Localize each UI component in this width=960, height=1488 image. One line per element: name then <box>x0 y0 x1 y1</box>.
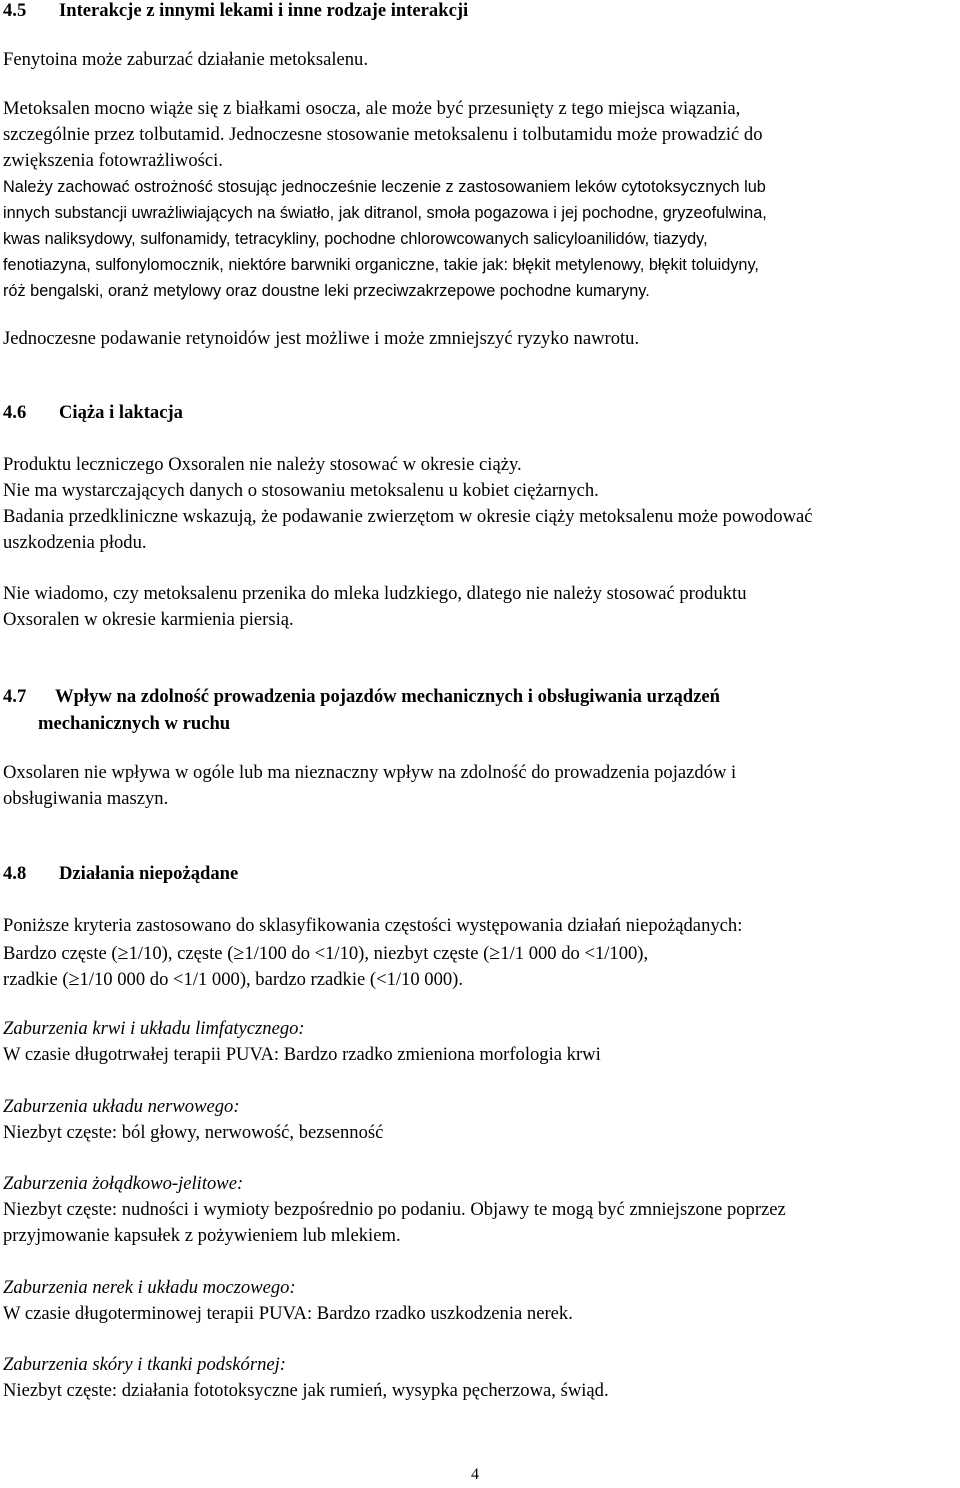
section-heading-4-7 <box>3 688 720 707</box>
frequency-line <box>3 969 463 990</box>
group-line: przyjmowanie kapsułek z pożywieniem lub mlekiem. <box>3 1225 401 1246</box>
section-number: 4.6 <box>3 402 27 423</box>
section-title: Interakcje z innymi lekami i inne rodzaje interakcji <box>59 0 469 21</box>
group-line: W czasie długoterminowej terapii PUVA: Bardzo rzadko uszkodzenia nerek. <box>3 1303 573 1324</box>
group-line: W czasie długotrwałej terapii PUVA: Bardzo rzadko zmieniona morfologia krwi <box>3 1044 601 1065</box>
section-number: 4.5 <box>3 0 27 21</box>
group-line: Niezbyt częste: działania fototoksyczne jak rumień, wysypka pęcherzowa, świąd. <box>3 1380 609 1401</box>
ge-symbol: ≥ <box>68 968 80 990</box>
group-heading: Zaburzenia krwi i układu limfatycznego: <box>3 1018 305 1039</box>
paragraph-line: innych substancji uwrażliwiających na światło, jak ditranol, smoła pogazowa i jej pochodne, gryzeofulwina, <box>3 204 767 222</box>
section-number: 4.7 <box>3 686 27 707</box>
paragraph-line: Badania przedkliniczne wskazują, że podawanie zwierzętom w okresie ciąży metoksalenu może powodować <box>3 506 813 527</box>
group-line: Niezbyt częste: nudności i wymioty bezpośrednio po podaniu. Objawy te mogą być zmniejszone poprzez <box>3 1199 786 1220</box>
section-title: Wpływ na zdolność prowadzenia pojazdów mechanicznych i obsługiwania urządzeń <box>55 686 720 707</box>
text-fragment: 1/100 do <1/10), niezbyt częste ( <box>244 943 490 964</box>
paragraph-line: Jednoczesne podawanie retynoidów jest możliwe i może zmniejszyć ryzyko nawrotu. <box>3 328 640 349</box>
paragraph-line: Oxsoralen w okresie karmienia piersią. <box>3 609 294 630</box>
ge-symbol: ≥ <box>489 942 501 964</box>
paragraph-line: róż bengalski, oranż metylowy oraz doustne leki przeciwzakrzepowe pochodne kumaryny. <box>3 282 650 300</box>
paragraph-line: fenotiazyna, sulfonylomocznik, niektóre barwniki organiczne, takie jak: błękit metylenowy, błękit toluidyny, <box>3 256 759 274</box>
section-number: 4.8 <box>3 863 27 884</box>
section-title: Działania niepożądane <box>59 863 239 884</box>
group-heading: Zaburzenia skóry i tkanki podskórnej: <box>3 1354 287 1375</box>
paragraph-line: Produktu leczniczego Oxsoralen nie należy stosować w okresie ciąży. <box>3 454 522 475</box>
paragraph-line: Oxsolaren nie wpływa w ogóle lub ma nieznaczny wpływ na zdolność do prowadzenia pojazdów i <box>3 762 737 783</box>
page-number: 4 <box>471 1466 479 1483</box>
group-heading: Zaburzenia nerek i układu moczowego: <box>3 1277 296 1298</box>
paragraph-line: obsługiwania maszyn. <box>3 788 169 809</box>
paragraph-line: Nie wiadomo, czy metoksalenu przenika do mleka ludzkiego, dlatego nie należy stosować produktu <box>3 583 747 604</box>
text-fragment: 1/10 000 do <1/1 000), bardzo rzadkie (<1/10 000). <box>79 969 464 990</box>
section-title-continuation: mechanicznych w ruchu <box>38 713 231 734</box>
group-heading: Zaburzenia układu nerwowego: <box>3 1096 240 1117</box>
text-fragment: rzadkie ( <box>3 969 69 990</box>
section-heading-4-8 <box>3 865 238 884</box>
section-heading-4-6 <box>3 404 183 423</box>
paragraph-line: zwiększenia fotowrażliwości. <box>3 150 223 171</box>
group-line: Niezbyt częste: ból głowy, nerwowość, bezsenność <box>3 1122 384 1143</box>
ge-symbol: ≥ <box>233 942 245 964</box>
text-fragment: 1/10), częste ( <box>128 943 234 964</box>
paragraph-line: Nie ma wystarczających danych o stosowaniu metoksalenu u kobiet ciężarnych. <box>3 480 599 501</box>
frequency-line <box>3 943 648 964</box>
paragraph-line: Fenytoina może zaburzać działanie metoksalenu. <box>3 49 369 70</box>
ge-symbol: ≥ <box>117 942 129 964</box>
paragraph-line: Metoksalen mocno wiąże się z białkami osocza, ale może być przesunięty z tego miejsca wiązania, <box>3 98 741 119</box>
text-fragment: 1/1 000 do <1/100), <box>500 943 649 964</box>
text-fragment: Bardzo częste ( <box>3 943 118 964</box>
paragraph-line: uszkodzenia płodu. <box>3 532 147 553</box>
paragraph-line: szczególnie przez tolbutamid. Jednoczesne stosowanie metoksalenu i tolbutamidu może prowadzić do <box>3 124 763 145</box>
section-title: Ciąża i laktacja <box>59 402 183 423</box>
paragraph-line: Poniższe kryteria zastosowano do sklasyfikowania częstości występowania działań niepożądanych: <box>3 915 743 936</box>
group-heading: Zaburzenia żołądkowo-jelitowe: <box>3 1173 244 1194</box>
paragraph-line: Należy zachować ostrożność stosując jednocześnie leczenie z zastosowaniem leków cytotoksycznych lub <box>3 178 766 196</box>
paragraph-line: kwas naliksydowy, sulfonamidy, tetracykliny, pochodne chlorowcowanych salicyloanilidów, tiazydy, <box>3 230 708 248</box>
section-heading-4-5 <box>3 2 468 21</box>
